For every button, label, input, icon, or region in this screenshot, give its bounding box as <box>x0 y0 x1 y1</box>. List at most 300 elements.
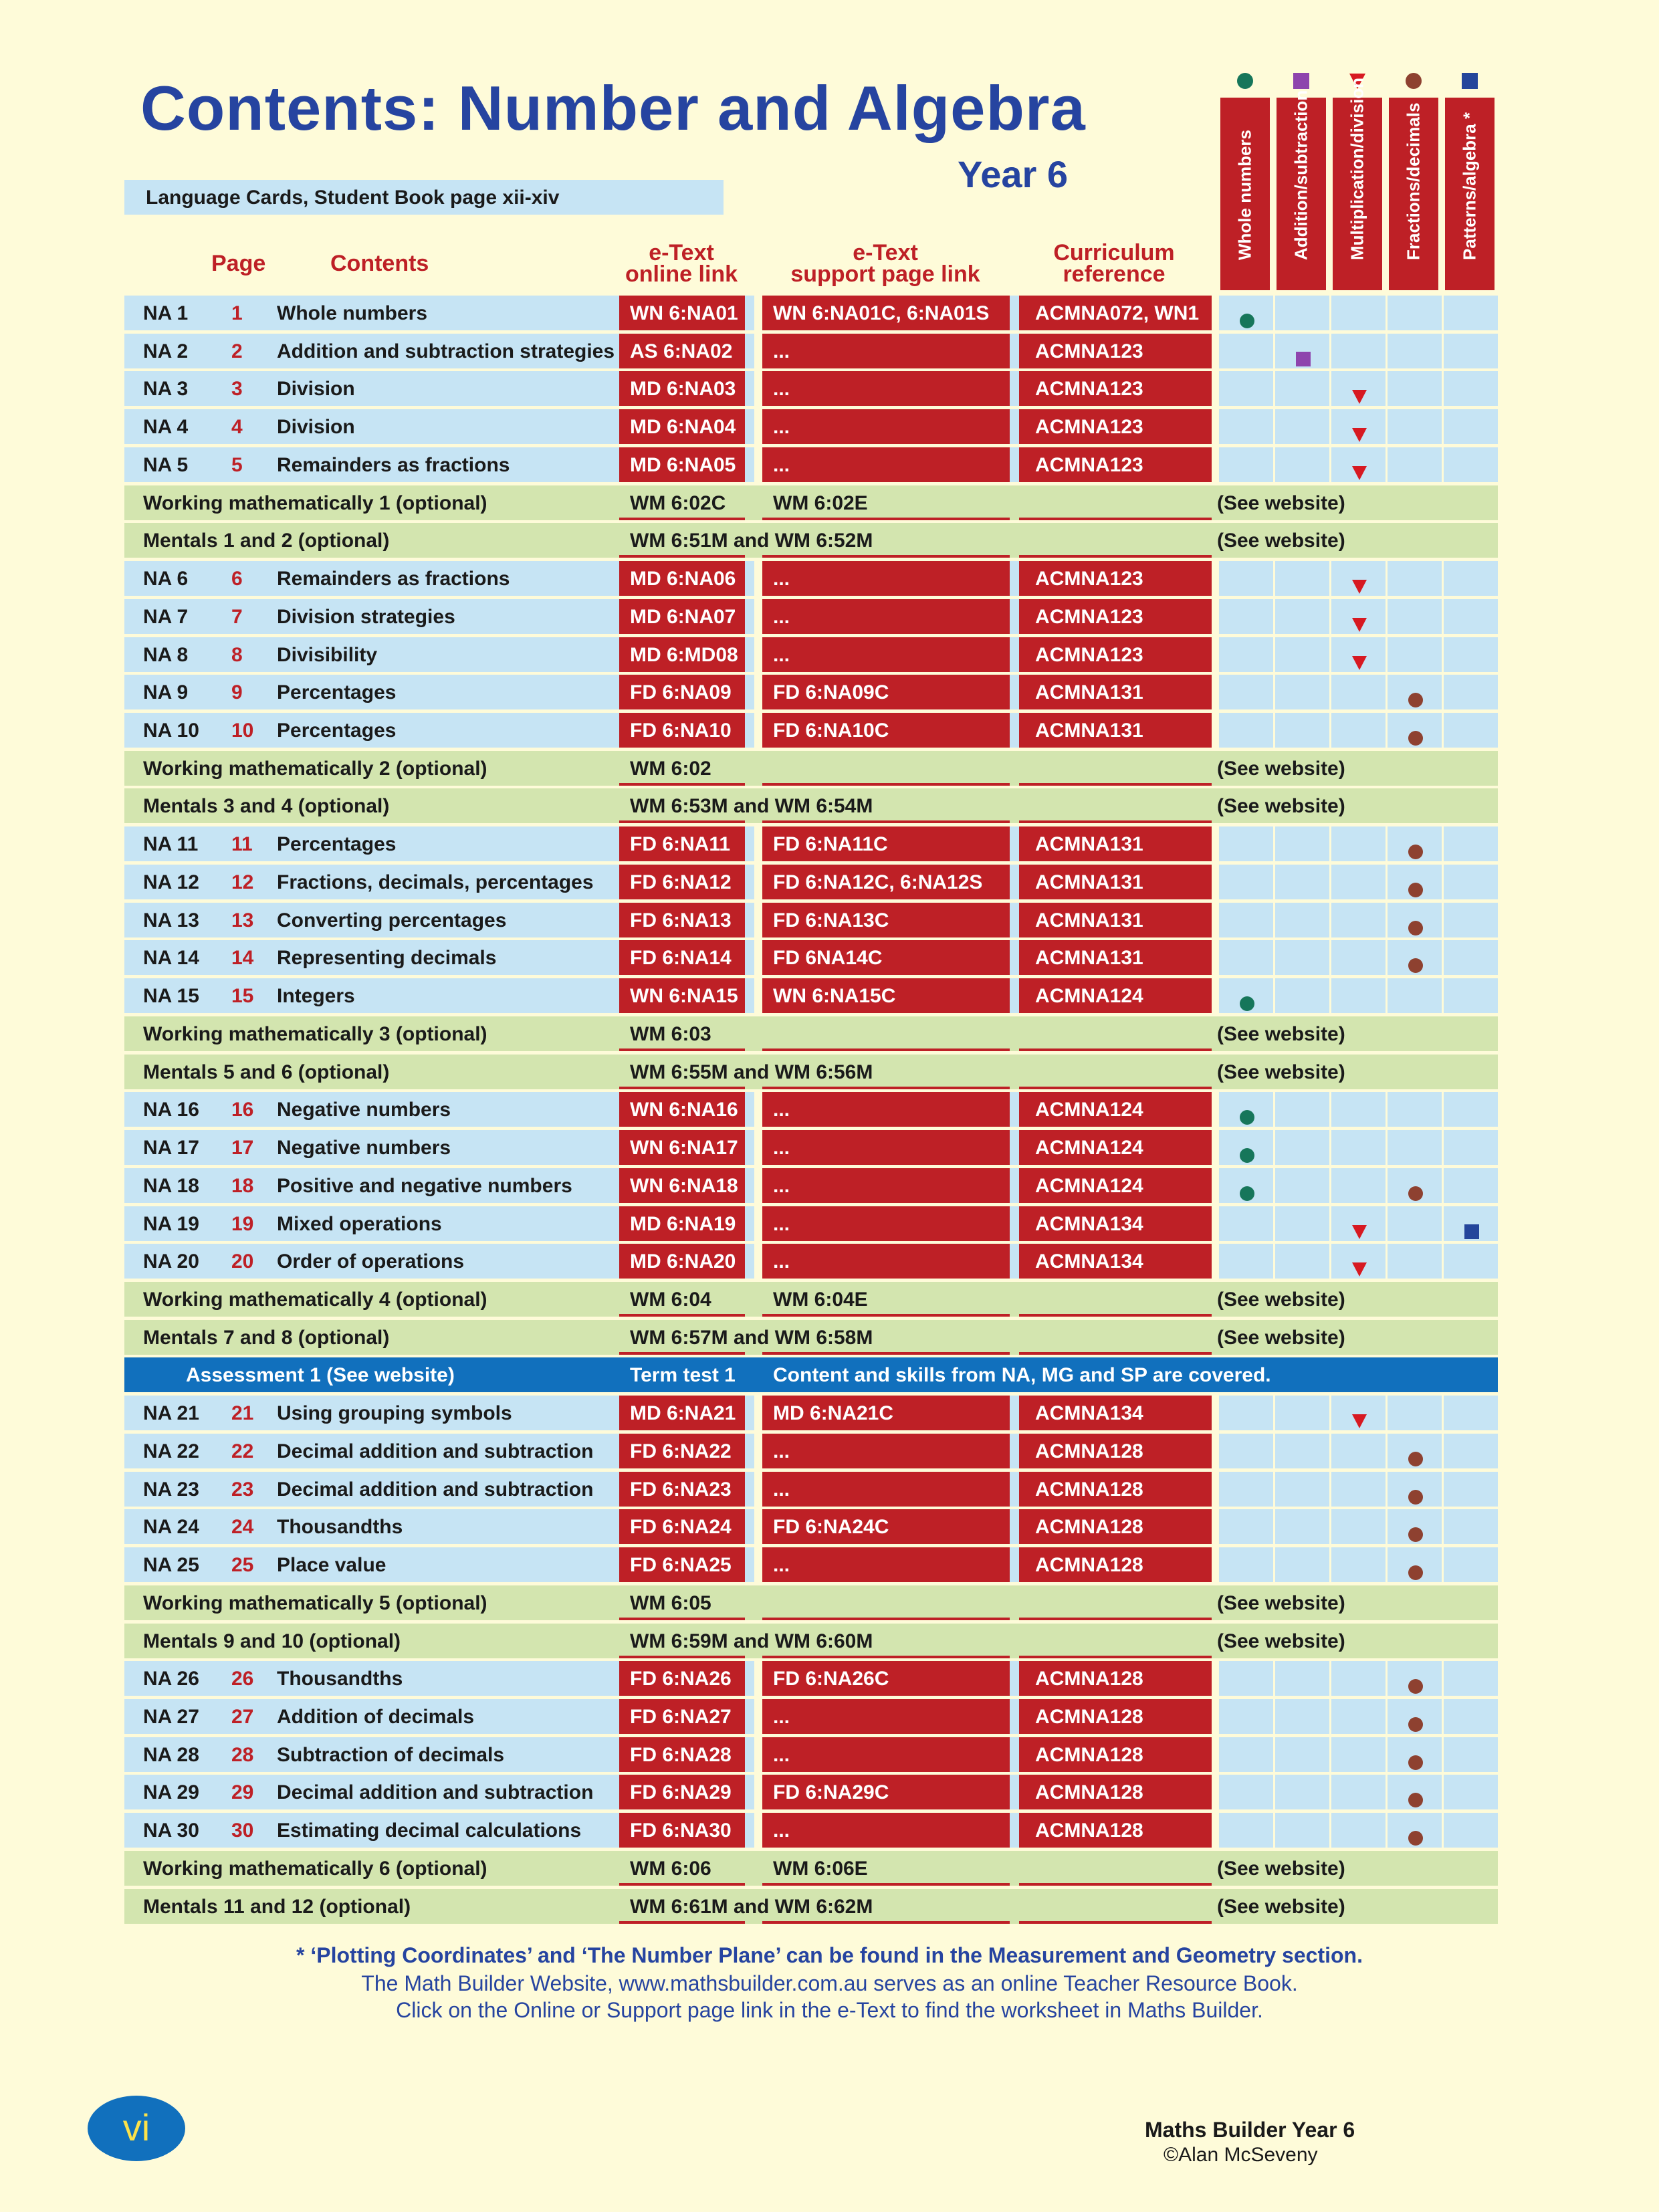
lesson-title: Negative numbers <box>277 1137 451 1159</box>
optional-online-link: WM 6:59M and WM 6:60M <box>630 1630 873 1652</box>
curriculum-ref: ACMNA134 <box>1019 1244 1212 1279</box>
category-cell <box>1273 1813 1329 1848</box>
lesson-code: NA 8 <box>143 643 189 666</box>
category-cell <box>1217 1092 1273 1127</box>
row-gap <box>1010 1092 1019 1127</box>
lesson-row <box>124 1130 1498 1165</box>
support-link: FD 6:NA11C <box>762 826 1010 861</box>
see-website-note: (See website) <box>1217 1857 1345 1880</box>
category-cell <box>1329 1434 1386 1468</box>
row-underline <box>619 1352 745 1355</box>
category-cell <box>1329 1813 1386 1848</box>
support-link: ... <box>762 1434 1010 1468</box>
category-cell <box>1442 978 1498 1013</box>
row-underline <box>619 1087 745 1089</box>
row-gap <box>1010 296 1019 330</box>
category-cell <box>1329 826 1386 861</box>
category-cell <box>1217 1699 1273 1734</box>
category-cell <box>1217 334 1273 368</box>
category-cell <box>1442 1396 1498 1430</box>
category-header <box>1333 78 1382 290</box>
category-mark-icon <box>1408 1186 1424 1202</box>
category-cell <box>1217 1547 1273 1582</box>
category-cell <box>1273 1396 1329 1430</box>
category-label: Multiplication/division <box>1347 78 1367 260</box>
optional-support-link: WM 6:04E <box>773 1288 868 1311</box>
support-link: ... <box>762 1699 1010 1734</box>
category-cell <box>1442 940 1498 975</box>
page-number-cell: 30 <box>231 1819 254 1842</box>
category-cell <box>1273 865 1329 899</box>
row-underline <box>1019 1048 1212 1051</box>
page-number-cell: 20 <box>231 1250 254 1273</box>
category-mark-icon <box>1408 1451 1424 1467</box>
lesson-row <box>124 1092 1498 1127</box>
lesson-row <box>124 865 1498 899</box>
optional-row <box>124 788 1498 823</box>
lesson-title: Decimal addition and subtraction <box>277 1440 594 1462</box>
optional-title: Working mathematically 6 (optional) <box>143 1857 487 1880</box>
lesson-title: Using grouping symbols <box>277 1402 512 1425</box>
optional-online-link: WM 6:03 <box>630 1022 711 1045</box>
category-mark-icon <box>1408 1527 1424 1543</box>
category-cell <box>1217 826 1273 861</box>
lesson-title: Order of operations <box>277 1250 465 1273</box>
category-cell <box>1273 1737 1329 1772</box>
row-underline <box>619 1048 745 1051</box>
row-gap <box>1010 1168 1019 1203</box>
online-link: FD 6:NA11 <box>619 826 745 861</box>
row-underline <box>619 555 745 558</box>
optional-row <box>124 1851 1498 1886</box>
col-header-curriculum-line1: Curriculum <box>1053 240 1175 265</box>
category-mark-icon <box>1408 1565 1424 1581</box>
category-cell <box>1329 296 1386 330</box>
row-underline <box>619 1883 745 1886</box>
optional-title: Working mathematically 4 (optional) <box>143 1288 487 1311</box>
category-header <box>1445 98 1495 290</box>
category-cell <box>1442 675 1498 709</box>
row-gap <box>1010 561 1019 596</box>
lesson-code: NA 7 <box>143 605 189 628</box>
see-website-note: (See website) <box>1217 1630 1345 1652</box>
category-cell <box>1217 1168 1273 1203</box>
lesson-code: NA 6 <box>143 568 189 590</box>
row-gap <box>1010 1737 1019 1772</box>
row-gap <box>1010 675 1019 709</box>
category-cell <box>1217 1244 1273 1279</box>
support-link: ... <box>762 334 1010 368</box>
assessment-description: Content and skills from NA, MG and SP are covered. <box>773 1364 1271 1387</box>
support-link: ... <box>762 409 1010 444</box>
row-gap <box>745 296 754 330</box>
category-cell <box>1329 561 1386 596</box>
category-cell <box>1217 713 1273 748</box>
col-header-online-line2: online link <box>625 261 738 287</box>
support-link: FD 6:NA24C <box>762 1509 1010 1544</box>
optional-online-link: WM 6:02C <box>630 491 726 514</box>
lesson-code: NA 9 <box>143 681 189 704</box>
category-cell <box>1329 1130 1386 1165</box>
row-gap <box>1010 1434 1019 1468</box>
row-gap <box>745 940 754 975</box>
row-gap <box>1010 599 1019 634</box>
lesson-row <box>124 637 1498 672</box>
lesson-row <box>124 1737 1498 1772</box>
lesson-row <box>124 1396 1498 1430</box>
category-cell <box>1442 561 1498 596</box>
optional-row <box>124 1889 1498 1924</box>
curriculum-ref: ACMNA128 <box>1019 1737 1212 1772</box>
row-gap <box>1010 637 1019 672</box>
row-background <box>124 409 619 444</box>
support-link: ... <box>762 447 1010 482</box>
category-cell <box>1273 826 1329 861</box>
row-gap <box>745 637 754 672</box>
page-number-cell: 1 <box>231 302 243 324</box>
category-cell <box>1217 903 1273 937</box>
optional-online-link: WM 6:61M and WM 6:62M <box>630 1895 873 1918</box>
optional-row <box>124 751 1498 786</box>
category-cell <box>1386 409 1442 444</box>
year-label: Year 6 <box>958 153 1069 195</box>
category-marker <box>1405 72 1422 93</box>
curriculum-ref: ACMNA134 <box>1019 1206 1212 1241</box>
category-cell <box>1273 1547 1329 1582</box>
lesson-title: Addition and subtraction strategies <box>277 340 615 362</box>
optional-row <box>124 1055 1498 1089</box>
row-underline <box>762 1618 1010 1620</box>
row-gap <box>745 1130 754 1165</box>
category-cell <box>1386 599 1442 634</box>
category-cell <box>1273 1168 1329 1203</box>
category-cell <box>1442 1092 1498 1127</box>
lesson-row <box>124 1434 1498 1468</box>
category-cell <box>1273 903 1329 937</box>
category-cell <box>1442 1472 1498 1507</box>
row-underline <box>762 820 1010 823</box>
lesson-title: Division strategies <box>277 605 455 628</box>
row-underline <box>1019 1314 1212 1317</box>
curriculum-ref: ACMNA131 <box>1019 713 1212 748</box>
page-number-cell: 23 <box>231 1478 254 1501</box>
online-link: FD 6:NA13 <box>619 903 745 937</box>
online-link: FD 6:NA22 <box>619 1434 745 1468</box>
support-link: FD 6:NA26C <box>762 1661 1010 1696</box>
category-cell <box>1273 1699 1329 1734</box>
category-label: Patterns/algebra * <box>1459 112 1480 260</box>
category-cell <box>1273 1509 1329 1544</box>
support-link: ... <box>762 1737 1010 1772</box>
support-link: ... <box>762 1244 1010 1279</box>
category-cell <box>1386 561 1442 596</box>
row-gap <box>1010 1775 1019 1809</box>
see-website-note: (See website) <box>1217 530 1345 552</box>
category-cell <box>1329 1244 1386 1279</box>
category-cell <box>1386 1168 1442 1203</box>
lesson-code: NA 14 <box>143 947 199 970</box>
row-gap <box>745 1509 754 1544</box>
lesson-title: Division <box>277 378 355 401</box>
online-link: FD 6:NA24 <box>619 1509 745 1544</box>
category-cell <box>1217 978 1273 1013</box>
category-mark-icon <box>1239 1109 1255 1125</box>
category-cell <box>1329 675 1386 709</box>
category-cell <box>1273 713 1329 748</box>
lesson-code: NA 29 <box>143 1781 199 1804</box>
category-marker <box>1461 72 1478 93</box>
category-cell <box>1442 1547 1498 1582</box>
category-cell <box>1442 637 1498 672</box>
optional-title: Mentals 1 and 2 (optional) <box>143 530 390 552</box>
category-cell <box>1217 1206 1273 1241</box>
category-cell <box>1442 447 1498 482</box>
row-gap <box>1010 940 1019 975</box>
online-link: MD 6:NA04 <box>619 409 745 444</box>
category-mark-icon <box>1351 578 1367 594</box>
page-number-cell: 14 <box>231 947 254 970</box>
online-link: FD 6:NA28 <box>619 1737 745 1772</box>
category-cell <box>1217 447 1273 482</box>
row-gap <box>745 1092 754 1127</box>
category-cell <box>1386 865 1442 899</box>
row-gap <box>745 1168 754 1203</box>
category-mark-icon <box>1408 692 1424 708</box>
lesson-row <box>124 978 1498 1013</box>
category-mark-icon <box>1408 730 1424 746</box>
lesson-code: NA 28 <box>143 1743 199 1766</box>
link-instructions: Click on the Online or Support page link in the e-Text to find the worksheet in Maths Builder. <box>396 1998 1263 2022</box>
optional-online-link: WM 6:05 <box>630 1591 711 1614</box>
support-link: ... <box>762 1206 1010 1241</box>
category-cell <box>1442 1737 1498 1772</box>
category-cell <box>1329 334 1386 368</box>
row-gap <box>1010 978 1019 1013</box>
online-link: WN 6:NA18 <box>619 1168 745 1203</box>
row-gap <box>1010 826 1019 861</box>
online-link: FD 6:NA10 <box>619 713 745 748</box>
category-cell <box>1442 1244 1498 1279</box>
page-number-cell: 27 <box>231 1706 254 1728</box>
category-label: Fractions/decimals <box>1403 102 1424 260</box>
row-gap <box>1010 1813 1019 1848</box>
row-underline <box>762 1883 1010 1886</box>
optional-online-link: WM 6:55M and WM 6:56M <box>630 1061 873 1083</box>
row-gap <box>745 1775 754 1809</box>
page-number-cell: 6 <box>231 568 243 590</box>
online-link: MD 6:NA06 <box>619 561 745 596</box>
curriculum-ref: ACMNA123 <box>1019 447 1212 482</box>
lesson-code: NA 23 <box>143 1478 199 1501</box>
col-header-support-line1: e-Text <box>853 240 918 265</box>
category-mark-icon <box>1408 920 1424 936</box>
lesson-code: NA 19 <box>143 1212 199 1235</box>
category-mark-icon <box>1408 1489 1424 1505</box>
row-underline <box>619 1921 745 1924</box>
optional-support-link: WM 6:02E <box>773 491 868 514</box>
lesson-code: NA 5 <box>143 453 189 476</box>
support-link: WN 6:NA15C <box>762 978 1010 1013</box>
category-cell <box>1386 940 1442 975</box>
row-gap <box>745 1396 754 1430</box>
lesson-code: NA 3 <box>143 378 189 401</box>
category-mark-icon <box>1351 427 1367 443</box>
row-gap <box>1010 903 1019 937</box>
lesson-title: Decimal addition and subtraction <box>277 1478 594 1501</box>
lesson-row <box>124 371 1498 406</box>
lesson-title: Representing decimals <box>277 947 497 970</box>
optional-row <box>124 1282 1498 1317</box>
page-number-cell: 18 <box>231 1174 254 1197</box>
lesson-row <box>124 1813 1498 1848</box>
category-cell <box>1217 371 1273 406</box>
online-link: MD 6:NA19 <box>619 1206 745 1241</box>
category-mark-icon <box>1464 1224 1480 1240</box>
category-cell <box>1386 1699 1442 1734</box>
row-underline <box>1019 1921 1212 1924</box>
category-cell <box>1386 1661 1442 1696</box>
category-symbol-icon <box>1461 72 1478 90</box>
category-cell <box>1442 903 1498 937</box>
lesson-row <box>124 1509 1498 1544</box>
category-cell <box>1273 978 1329 1013</box>
optional-title: Mentals 5 and 6 (optional) <box>143 1061 390 1083</box>
optional-online-link: WM 6:04 <box>630 1288 711 1311</box>
row-underline <box>762 783 1010 786</box>
online-link: FD 6:NA25 <box>619 1547 745 1582</box>
category-cell <box>1273 371 1329 406</box>
category-cell <box>1273 940 1329 975</box>
support-link: ... <box>762 599 1010 634</box>
row-gap <box>1010 1206 1019 1241</box>
category-mark-icon <box>1239 1147 1255 1164</box>
page-number-cell: 28 <box>231 1743 254 1766</box>
curriculum-ref: ACMNA123 <box>1019 599 1212 634</box>
lesson-code: NA 22 <box>143 1440 199 1462</box>
curriculum-ref: ACMNA128 <box>1019 1472 1212 1507</box>
col-header-support <box>762 242 1008 285</box>
category-cell <box>1442 1775 1498 1809</box>
online-link: MD 6:NA07 <box>619 599 745 634</box>
online-link: WN 6:NA16 <box>619 1092 745 1127</box>
row-gap <box>1010 1699 1019 1734</box>
row-gap <box>745 1737 754 1772</box>
lesson-row <box>124 1206 1498 1241</box>
category-cell <box>1329 1472 1386 1507</box>
lesson-title: Thousandths <box>277 1668 403 1690</box>
row-underline <box>619 820 745 823</box>
row-underline <box>1019 555 1212 558</box>
page-number-cell: 7 <box>231 605 243 628</box>
row-underline <box>1019 518 1212 520</box>
lesson-title: Divisibility <box>277 643 378 666</box>
row-underline <box>1019 820 1212 823</box>
category-cell <box>1442 409 1498 444</box>
page-number-cell: 4 <box>231 416 243 439</box>
optional-title: Working mathematically 1 (optional) <box>143 491 487 514</box>
lesson-code: NA 15 <box>143 985 199 1008</box>
lesson-title: Place value <box>277 1554 386 1577</box>
page-number-cell: 15 <box>231 985 254 1008</box>
category-mark-icon <box>1408 1678 1424 1694</box>
page-number-cell: 25 <box>231 1554 254 1577</box>
optional-support-link: WM 6:06E <box>773 1857 868 1880</box>
lesson-title: Percentages <box>277 720 397 742</box>
category-cell <box>1386 1244 1442 1279</box>
lesson-title: Division <box>277 416 355 439</box>
optional-title: Mentals 9 and 10 (optional) <box>143 1630 401 1652</box>
support-link: FD 6:NA12C, 6:NA12S <box>762 865 1010 899</box>
optional-row <box>124 1320 1498 1355</box>
category-mark-icon <box>1408 1717 1424 1733</box>
online-link: FD 6:NA26 <box>619 1661 745 1696</box>
category-cell <box>1273 637 1329 672</box>
category-cell <box>1217 599 1273 634</box>
category-cell <box>1442 1168 1498 1203</box>
category-cell <box>1273 675 1329 709</box>
lesson-title: Fractions, decimals, percentages <box>277 871 594 893</box>
curriculum-ref: ACMNA131 <box>1019 675 1212 709</box>
page-number-cell: 3 <box>231 378 243 401</box>
category-cell <box>1273 1661 1329 1696</box>
category-cell <box>1386 903 1442 937</box>
lesson-title: Subtraction of decimals <box>277 1743 505 1766</box>
lesson-row <box>124 1775 1498 1809</box>
category-cell <box>1273 1206 1329 1241</box>
category-mark-icon <box>1351 465 1367 481</box>
support-link: FD 6:NA29C <box>762 1775 1010 1809</box>
see-website-note: (See website) <box>1217 1326 1345 1349</box>
row-underline <box>762 1314 1010 1317</box>
curriculum-ref: ACMNA123 <box>1019 637 1212 672</box>
row-gap <box>1010 1396 1019 1430</box>
category-mark-icon <box>1408 1755 1424 1771</box>
category-cell <box>1329 978 1386 1013</box>
category-cell <box>1386 675 1442 709</box>
row-underline <box>619 783 745 786</box>
row-underline <box>1019 783 1212 786</box>
row-gap <box>745 903 754 937</box>
category-cell <box>1217 1434 1273 1468</box>
online-link: MD 6:NA03 <box>619 371 745 406</box>
category-cell <box>1442 599 1498 634</box>
lesson-row <box>124 334 1498 368</box>
category-cell <box>1329 940 1386 975</box>
optional-title: Mentals 11 and 12 (optional) <box>143 1895 411 1918</box>
curriculum-ref: ACMNA124 <box>1019 1168 1212 1203</box>
language-cards-note: Language Cards, Student Book page xii-xiv <box>124 180 724 215</box>
support-link: ... <box>762 1472 1010 1507</box>
category-cell <box>1329 637 1386 672</box>
online-link: FD 6:NA27 <box>619 1699 745 1734</box>
row-gap <box>745 1699 754 1734</box>
category-cell <box>1442 1434 1498 1468</box>
support-link: MD 6:NA21C <box>762 1396 1010 1430</box>
category-header <box>1389 98 1438 290</box>
curriculum-ref: ACMNA128 <box>1019 1547 1212 1582</box>
category-cell <box>1273 1130 1329 1165</box>
category-cell <box>1217 1396 1273 1430</box>
category-cell <box>1386 1775 1442 1809</box>
category-cell <box>1329 713 1386 748</box>
lesson-title: Whole numbers <box>277 302 428 324</box>
online-link: WN 6:NA15 <box>619 978 745 1013</box>
row-gap <box>1010 1661 1019 1696</box>
optional-title: Mentals 7 and 8 (optional) <box>143 1326 390 1349</box>
support-link: ... <box>762 1092 1010 1127</box>
category-cell <box>1442 713 1498 748</box>
page-number-cell: 24 <box>231 1516 254 1539</box>
